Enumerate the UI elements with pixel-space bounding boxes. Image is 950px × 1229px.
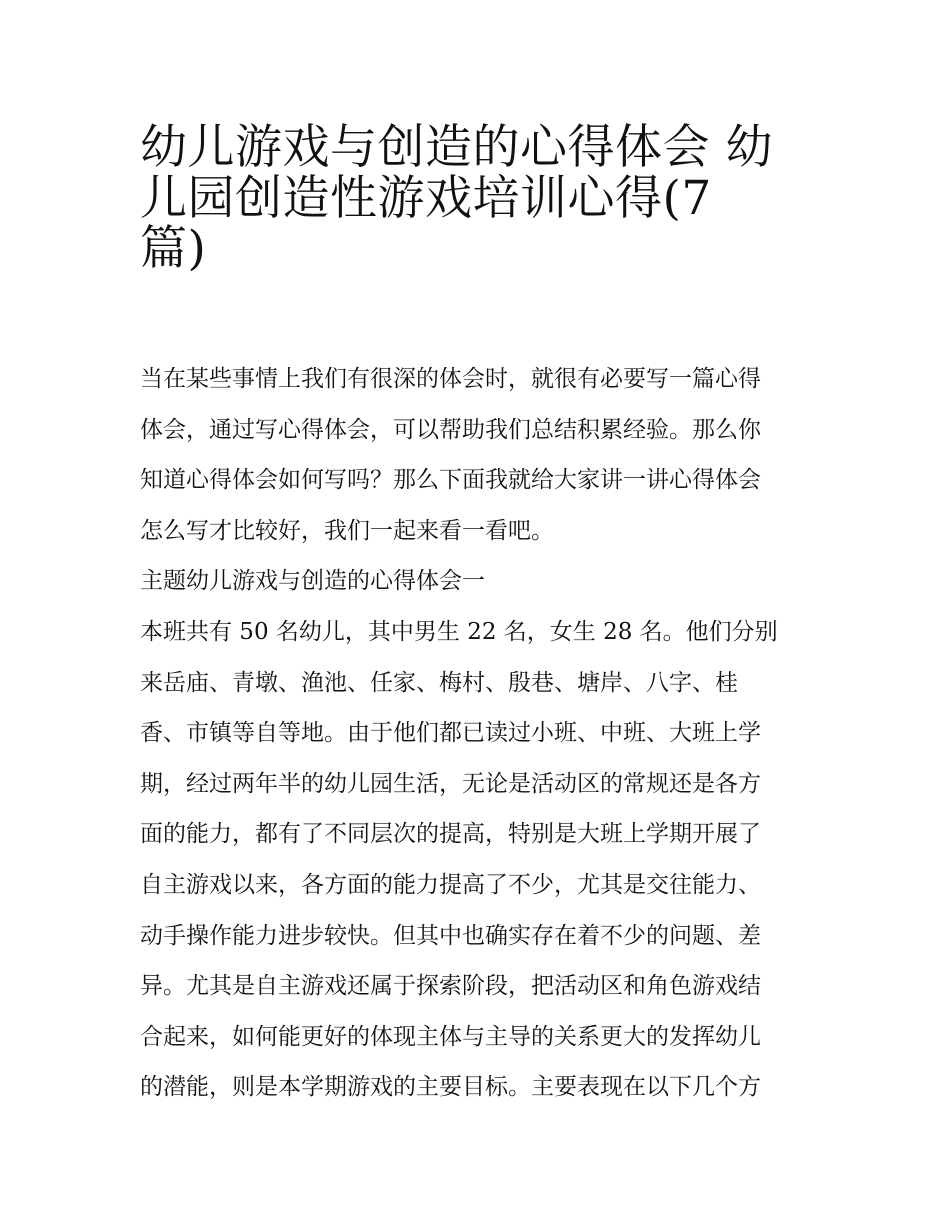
intro-paragraph [140, 354, 820, 556]
body-line: 的潜能，则是本学期游戏的主要目标。主要表现在以下几个方 [140, 1074, 761, 1101]
title-line: 篇) [140, 221, 207, 277]
document-body [140, 354, 820, 1113]
section-heading-text: 主题幼儿游戏与创造的心得体会一 [140, 568, 485, 595]
body-line: 合起来，如何能更好的体现主体与主导的关系更大的发挥幼儿 [140, 1023, 761, 1050]
intro-line: 体会，通过写心得体会，可以帮助我们总结积累经验。那么你 [140, 416, 761, 443]
intro-line: 知道心得体会如何写吗？那么下面我就给大家讲一讲心得体会 [140, 467, 761, 494]
body-line: 本班共有 50 名幼儿，其中男生 22 名，女生 28 名。他们分别 [140, 618, 778, 645]
intro-line: 怎么写才比较好，我们一起来看一看吧。 [140, 517, 554, 544]
section-heading [140, 556, 820, 607]
body-line: 面的能力，都有了不同层次的提高，特别是大班上学期开展了 [140, 821, 761, 848]
intro-line: 当在某些事情上我们有很深的体会时，就很有必要写一篇心得 [140, 366, 761, 392]
body-line: 期，经过两年半的幼儿园生活，无论是活动区的常规还是各方 [140, 770, 761, 797]
document-title [140, 110, 820, 277]
body-line: 自主游戏以来，各方面的能力提高了不少，尤其是交往能力、 [140, 871, 761, 898]
title-line: 幼儿游戏与创造的心得体会 幼 [140, 120, 773, 175]
body-line: 异。尤其是自主游戏还属于探索阶段，把活动区和角色游戏结 [140, 973, 761, 1000]
body-line: 动手操作能力进步较快。但其中也确实存在着不少的问题、差 [140, 922, 761, 949]
body-paragraph [140, 607, 820, 1113]
title-line: 儿园创造性游戏培训心得(7 [140, 170, 712, 226]
body-line: 香、市镇等自等地。由于他们都已读过小班、中班、大班上学 [140, 720, 761, 747]
body-line: 来岳庙、青墩、渔池、任家、梅村、殷巷、塘岸、八字、桂 [140, 669, 738, 696]
